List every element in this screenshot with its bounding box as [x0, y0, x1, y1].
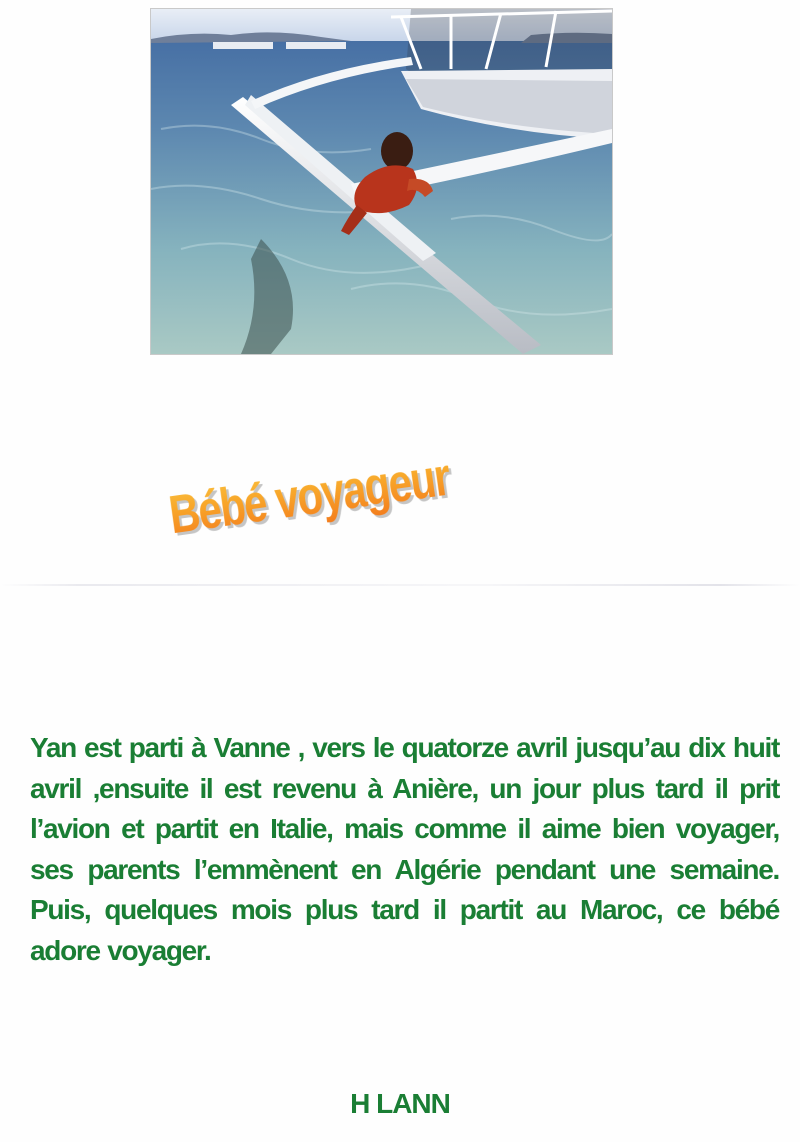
story-paragraph: Yan est parti à Vanne , vers le quatorze avril jusqu’au dix huit avril ,ensuite il est revenu à Anière, un jour plus tard il prit l’avion et partit en Italie, mais comme il aime bien voyager, ses parents l’emmènent en Algérie pendant une semaine. Puis, quelques mois plus tard il partit au Maroc, ce bébé adore voyager.: [30, 732, 779, 966]
photo-child-on-outrigger-boat: [150, 8, 613, 355]
author-signature: H LANN: [350, 1088, 450, 1119]
document-title: [161, 400, 574, 575]
title-wordart: Bébé voyageur: [161, 413, 487, 575]
scan-fold-line: [0, 584, 800, 586]
